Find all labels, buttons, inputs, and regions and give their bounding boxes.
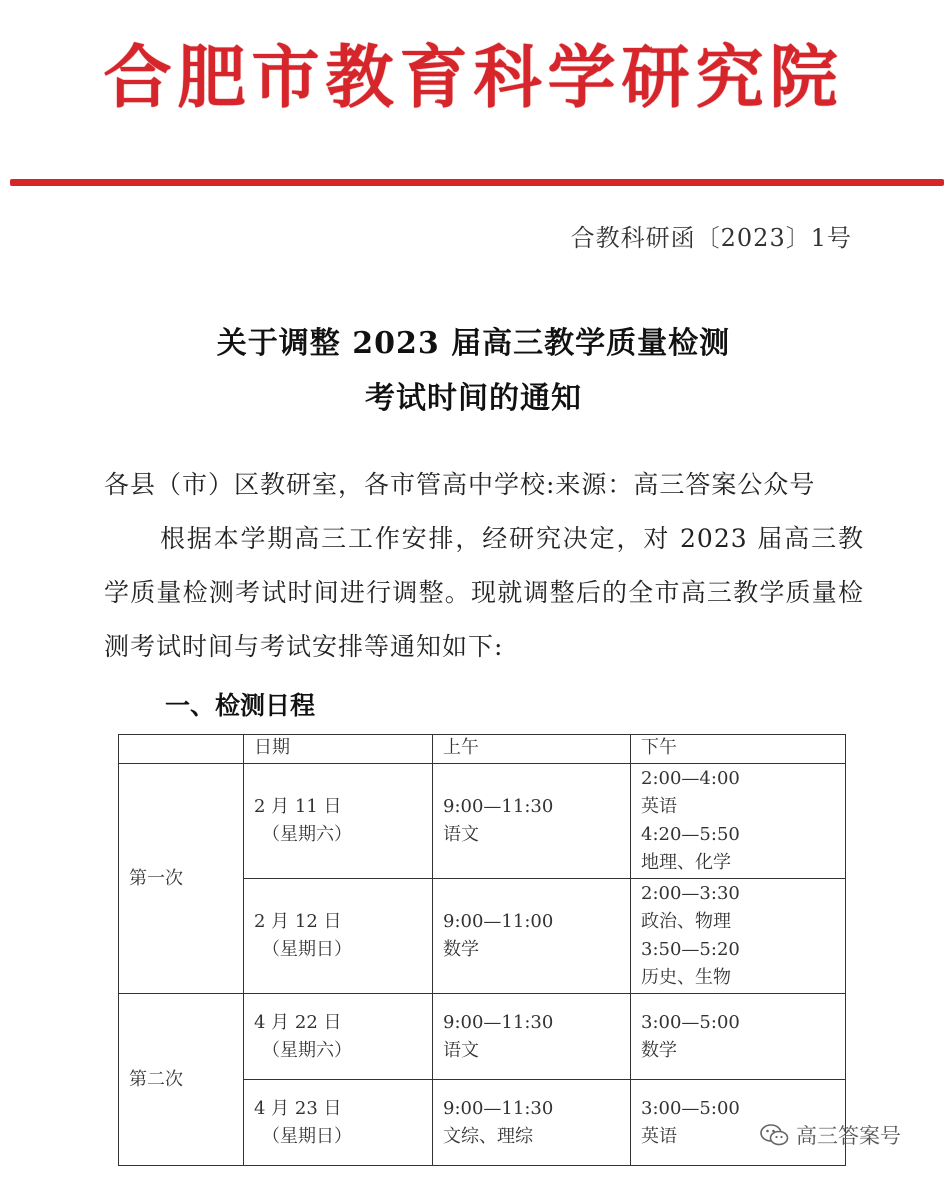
watermark-text: 高三答案号 [796, 1124, 901, 1148]
afternoon-subject: 英语 [641, 796, 677, 817]
round-label: 第一次 [119, 764, 244, 994]
weekday-text: （星期日） [262, 1125, 352, 1147]
morning-subject: 数学 [443, 939, 479, 960]
morning-subject: 语文 [443, 824, 479, 845]
date-text: 4 月 22 日 [254, 1011, 342, 1033]
document-number: 合教科研函〔2023〕1号 [570, 224, 852, 252]
section-heading: 一、检测日程 [165, 691, 316, 720]
afternoon-subject: 政治、物理 [641, 911, 731, 932]
morning-time: 9:00—11:30 [443, 1011, 554, 1033]
red-divider [10, 179, 944, 186]
table-row [119, 764, 846, 879]
morning-time: 9:00—11:30 [443, 1097, 554, 1119]
afternoon-cell [631, 764, 846, 879]
afternoon-cell [631, 879, 846, 994]
date-cell [244, 764, 433, 879]
date-text: 4 月 23 日 [254, 1097, 342, 1119]
schedule-table [118, 734, 846, 1166]
weekday-text: （星期六） [262, 1039, 352, 1061]
morning-cell [433, 994, 631, 1080]
table-row [119, 994, 846, 1080]
date-cell [244, 879, 433, 994]
header-cell-afternoon: 下午 [631, 735, 846, 764]
morning-subject: 文综、理综 [443, 1125, 533, 1147]
morning-subject: 语文 [443, 1039, 479, 1061]
morning-time: 9:00—11:30 [443, 796, 554, 817]
morning-time: 9:00—11:00 [443, 911, 554, 932]
afternoon-time: 3:00—5:00 [641, 1011, 740, 1033]
weekday-text: （星期六） [262, 824, 352, 845]
weekday-text: （星期日） [262, 939, 352, 960]
wechat-watermark [760, 1120, 901, 1150]
notice-title-line1: 关于调整 2023 届高三教学质量检测 [216, 326, 731, 361]
header-cell-date: 日期 [244, 735, 433, 764]
afternoon-subject: 历史、生物 [641, 967, 731, 988]
morning-cell [433, 764, 631, 879]
afternoon-cell [631, 994, 846, 1080]
body-paragraph: 根据本学期高三工作安排，经研究决定，对 2023 届高三教学质量检测考试时间进行调整。现就调整后的全市高三教学质量检测考试时间与考试安排等通知如下: [104, 524, 864, 661]
notice-title-line2: 考试时间的通知 [365, 381, 582, 416]
afternoon-time: 2:00—3:30 [641, 883, 740, 904]
org-header: 合肥市教育科学研究院 [103, 38, 844, 118]
salutation: 各县（市）区教研室，各市管高中学校:来源：高三答案公众号 [104, 470, 816, 499]
afternoon-time: 3:00—5:00 [641, 1097, 740, 1119]
date-text: 2 月 11 日 [254, 796, 342, 817]
date-cell [244, 994, 433, 1080]
afternoon-subject: 数学 [641, 1039, 677, 1061]
table-header-row [119, 735, 846, 764]
afternoon-subject: 英语 [641, 1125, 677, 1147]
afternoon-time: 2:00—4:00 [641, 768, 740, 789]
morning-cell [433, 1080, 631, 1166]
date-text: 2 月 12 日 [254, 911, 342, 932]
afternoon-subject: 地理、化学 [641, 852, 731, 873]
afternoon-time: 4:20—5:50 [641, 824, 740, 845]
header-cell-morning: 上午 [433, 735, 631, 764]
morning-cell [433, 879, 631, 994]
header-cell-blank [119, 735, 244, 764]
afternoon-time: 3:50—5:20 [641, 939, 740, 960]
round-label: 第二次 [119, 994, 244, 1166]
wechat-icon [760, 1123, 790, 1147]
date-cell [244, 1080, 433, 1166]
